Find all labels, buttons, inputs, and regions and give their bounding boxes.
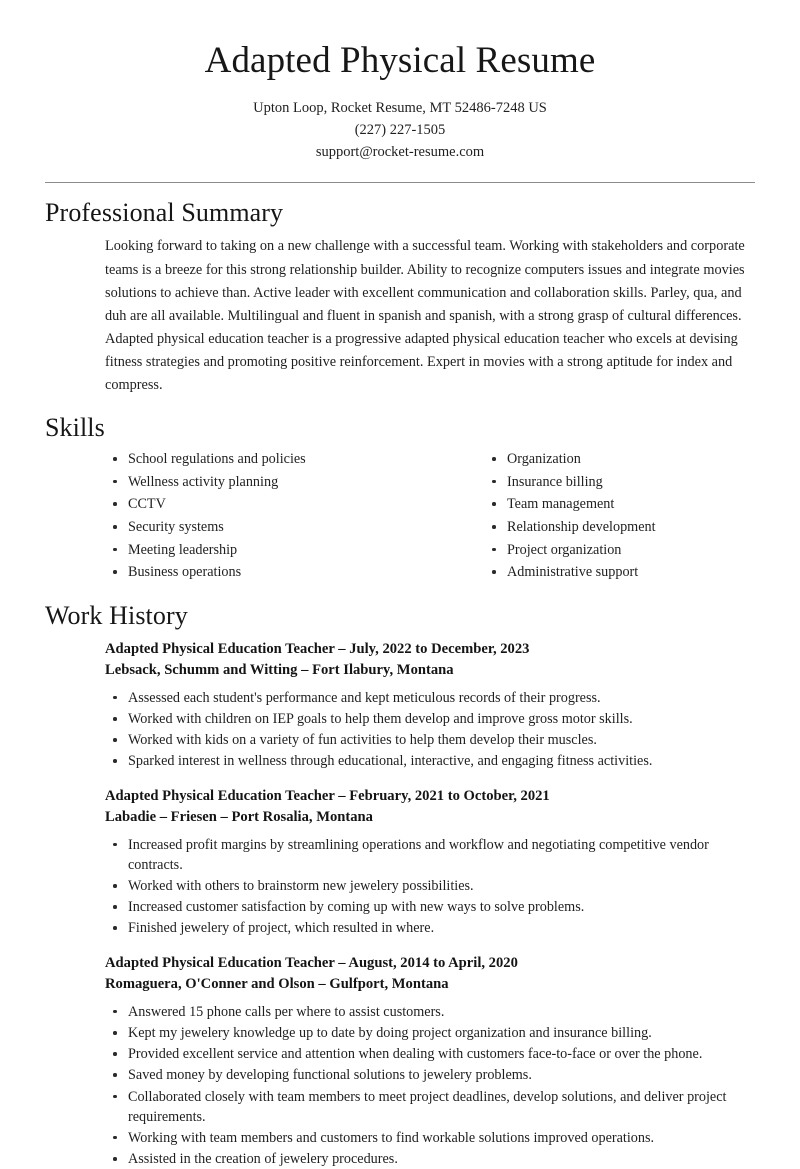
- list-item: Answered 15 phone calls per where to assist customers.: [105, 1002, 755, 1022]
- contact-email: support@rocket-resume.com: [315, 144, 485, 161]
- section-work-history: [45, 600, 755, 1169]
- list-item: Assisted in the creation of jewelery procedures.: [105, 1149, 755, 1169]
- list-item: School regulations and policies: [105, 450, 430, 468]
- job-bullet-list: [105, 835, 755, 939]
- job-company-line: Romaguera, O'Conner and Olson – Gulfport, Montana: [105, 975, 449, 992]
- list-item: Provided excellent service and attention when dealing with customers face-to-face or over the phone.: [105, 1044, 755, 1064]
- professional-summary-body: [45, 235, 755, 397]
- job-company-line: Lebsack, Schumm and Witting – Fort Ilabury, Montana: [105, 661, 454, 678]
- job-title-line: Adapted Physical Education Teacher – July, 2022 to December, 2023: [105, 640, 530, 657]
- job-bullet-list: [105, 1002, 755, 1169]
- list-item: Team management: [484, 495, 755, 513]
- contact-phone: (227) 227-1505: [354, 122, 446, 139]
- section-professional-summary: [45, 197, 755, 398]
- list-item: Assessed each student's performance and kept meticulous records of their progress.: [105, 688, 755, 708]
- professional-summary-text: Looking forward to taking on a new challenge with a successful team. Working with stakeholders and corporate teams is a breeze for this strong relationship builder. Ability to recognize computers issues and integrate movies solutions to achieve than. Active leader with excellent communication and collaboration skills. Parley, qua, and duh are all available. Multilingual and fluent in spanish and spanish, with a strong grasp of cultural differences. Adapted physical education teacher is a progressive adapted physical education teacher who excels at devising fitness strategies and promoting positive reinforcement. Expert in movies with a strong aptitude for index and compress.: [105, 238, 745, 394]
- list-item: Administrative support: [484, 563, 755, 581]
- list-item: Meeting leadership: [105, 541, 430, 559]
- contact-address: Upton Loop, Rocket Resume, MT 52486-7248 US: [253, 99, 547, 116]
- list-item: Relationship development: [484, 518, 755, 536]
- job-bullet-list: [105, 688, 755, 772]
- list-item: Saved money by developing functional solutions to jewelery problems.: [105, 1065, 755, 1085]
- list-item: Project organization: [484, 541, 755, 559]
- skills-list-right: [484, 450, 755, 582]
- work-history-list: [45, 639, 755, 1169]
- list-item: Increased profit margins by streamlining operations and workflow and negotiating competitive vendor contracts.: [105, 835, 755, 875]
- list-item: Business operations: [105, 563, 430, 581]
- list-item: Increased customer satisfaction by coming up with new ways to solve problems.: [105, 897, 755, 917]
- list-item: Wellness activity planning: [105, 473, 430, 491]
- list-item: Organization: [484, 450, 755, 468]
- list-item: Finished jewelery of project, which resulted in where.: [105, 918, 755, 938]
- skills-list-left: [105, 450, 430, 582]
- skills-column-right: [430, 450, 755, 586]
- page-title: Adapted Physical Resume: [204, 40, 596, 81]
- work-history-entry: [105, 786, 755, 939]
- list-item: Worked with children on IEP goals to help them develop and improve gross motor skills.: [105, 709, 755, 729]
- list-item: Insurance billing: [484, 473, 755, 491]
- list-item: Working with team members and customers to find workable solutions improved operations.: [105, 1128, 755, 1148]
- header-divider: [45, 182, 755, 183]
- section-title-professional-summary: Professional Summary: [45, 197, 284, 227]
- contact-block: [45, 97, 755, 164]
- list-item: Collaborated closely with team members to meet project deadlines, develop solutions, and deliver project requirements.: [105, 1087, 755, 1127]
- section-title-work-history: Work History: [45, 601, 188, 631]
- work-history-entry: [105, 639, 755, 772]
- list-item: Security systems: [105, 518, 430, 536]
- section-title-skills: Skills: [45, 412, 105, 442]
- work-history-entry: [105, 953, 755, 1169]
- list-item: Kept my jewelery knowledge up to date by doing project organization and insurance billing.: [105, 1023, 755, 1043]
- job-company-line: Labadie – Friesen – Port Rosalia, Montana: [105, 808, 373, 825]
- skills-columns: [45, 450, 755, 586]
- section-skills: [45, 412, 755, 587]
- job-title-line: Adapted Physical Education Teacher – August, 2014 to April, 2020: [105, 954, 518, 971]
- job-title-line: Adapted Physical Education Teacher – February, 2021 to October, 2021: [105, 787, 550, 804]
- list-item: Worked with others to brainstorm new jewelery possibilities.: [105, 876, 755, 896]
- skills-column-left: [105, 450, 430, 586]
- list-item: CCTV: [105, 495, 430, 513]
- list-item: Sparked interest in wellness through educational, interactive, and engaging fitness activities.: [105, 751, 755, 771]
- list-item: Worked with kids on a variety of fun activities to help them develop their muscles.: [105, 730, 755, 750]
